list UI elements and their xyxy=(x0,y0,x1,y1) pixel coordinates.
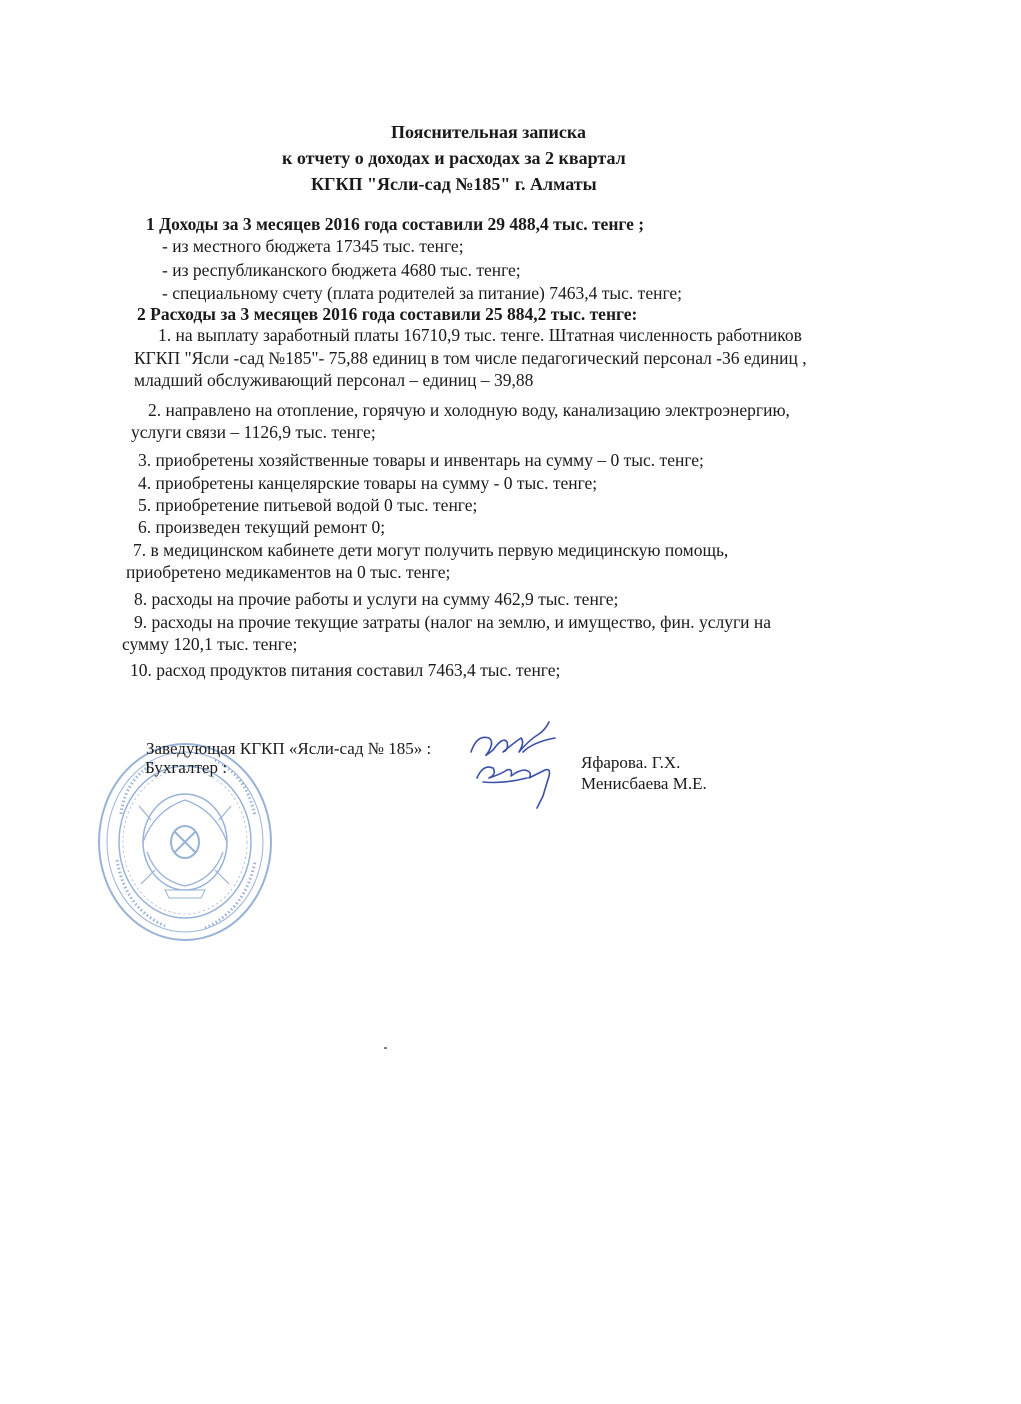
income-item: - из местного бюджета 17345 тыс. тенге; xyxy=(162,236,464,256)
head-name: Яфарова. Г.Х. xyxy=(581,753,681,772)
expense-item-9: сумму 120,1 тыс. тенге; xyxy=(122,634,298,654)
accountant-name: Менисбаева М.Е. xyxy=(581,774,707,793)
expense-item-7: 7. в медицинском кабинете дети могут получить первую медицинскую помощь, xyxy=(133,540,729,560)
head-label: Заведующая КГКП «Ясли-сад № 185» : xyxy=(146,739,432,758)
title-line-1: Пояснительная записка xyxy=(391,122,587,142)
expense-item-5: 5. приобретение питьевой водой 0 тыс. тенге; xyxy=(138,495,478,515)
expense-item-10: 10. расход продуктов питания составил 7463,4 тыс. тенге; xyxy=(130,660,561,680)
expense-item-4: 4. приобретены канцелярские товары на сумму - 0 тыс. тенге; xyxy=(138,473,598,493)
expense-item-1: 1. на выплату заработный платы 16710,9 тыс. тенге. Штатная численность работников xyxy=(158,325,802,345)
expense-item-1: младший обслуживающий персонал – единиц – 39,88 xyxy=(134,370,534,390)
accountant-label: Бухгалтер : xyxy=(145,758,227,777)
title-line-2: к отчету о доходах и расходах за 2 квартал xyxy=(282,148,626,168)
expense-item-9: 9. расходы на прочие текущие затраты (налог на землю, и имущество, фин. услуги на xyxy=(134,612,771,632)
title-line-3: КГКП "Ясли-сад №185" г. Алматы xyxy=(311,174,597,194)
expense-item-3: 3. приобретены хозяйственные товары и инвентарь на сумму – 0 тыс. тенге; xyxy=(138,450,704,470)
expense-item-8: 8. расходы на прочие работы и услуги на сумму 462,9 тыс. тенге; xyxy=(134,589,619,609)
expense-item-6: 6. произведен текущий ремонт 0; xyxy=(138,517,386,537)
expenses-heading: 2 Расходы за 3 месяцев 2016 года составили 25 884,2 тыс. тенге: xyxy=(137,304,638,324)
expense-item-7: приобретено медикаментов на 0 тыс. тенге; xyxy=(126,562,451,582)
income-item: - специальному счету (плата родителей за питание) 7463,4 тыс. тенге; xyxy=(162,283,683,303)
expense-item-1: КГКП "Ясли -сад №185"- 75,88 единиц в том числе педагогический персонал -36 единиц , xyxy=(134,348,807,368)
expense-item-2: 2. направлено на отопление, горячую и холодную воду, канализацию электроэнергию, xyxy=(148,400,790,420)
income-item: - из республиканского бюджета 4680 тыс. тенге; xyxy=(162,260,521,280)
handwritten-signature-icon xyxy=(463,712,573,812)
scan-speck xyxy=(384,1047,387,1049)
expense-item-2: услуги связи – 1126,9 тыс. тенге; xyxy=(131,422,376,442)
income-heading: 1 Доходы за 3 месяцев 2016 года составили 29 488,4 тыс. тенге ; xyxy=(146,214,645,234)
